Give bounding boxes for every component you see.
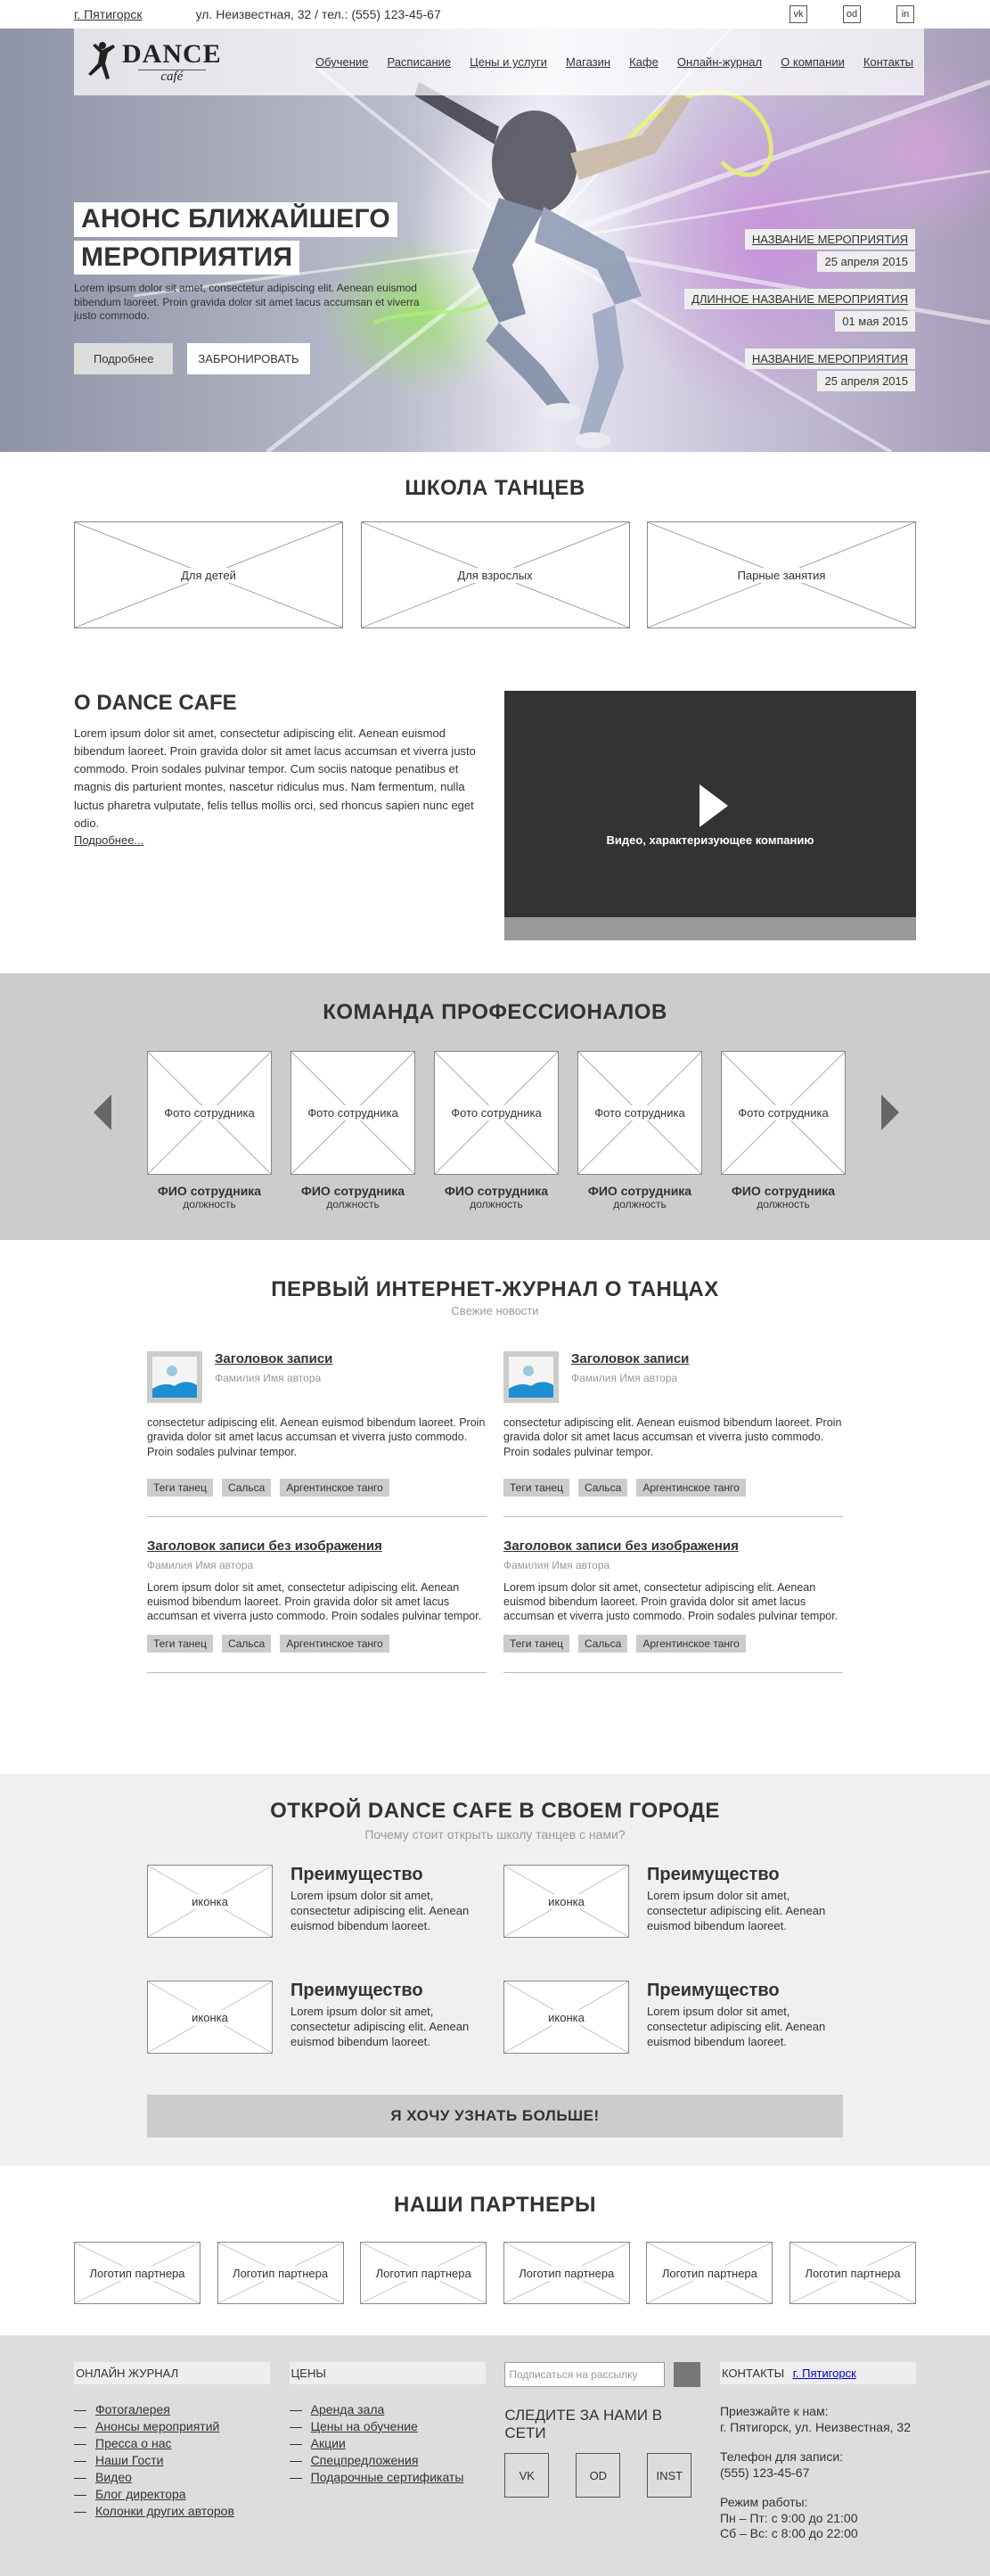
advantage-item: [503, 1981, 843, 2054]
member-photo: Фото сотрудника: [735, 1105, 830, 1120]
event-title[interactable]: НАЗВАНИЕ МЕРОПРИЯТИЯ: [745, 349, 915, 369]
partner-label: Логотип партнера: [802, 2266, 903, 2281]
more-button[interactable]: Подробнее: [74, 343, 173, 374]
partner-logo[interactable]: [74, 2242, 200, 2304]
post-author: Фамилия Имя автора: [147, 1558, 254, 1571]
footer-prices-title: ЦЕНЫ: [290, 2362, 486, 2384]
advantage-icon: иконка: [189, 2010, 231, 2025]
blog-post: [503, 1538, 843, 1673]
partner-label: Логотип партнера: [230, 2266, 331, 2281]
post-tag[interactable]: Аргентинское танго: [636, 1635, 745, 1653]
video-caption: Видео, характеризующее компанию: [606, 833, 814, 847]
member-photo: Фото сотрудника: [448, 1105, 544, 1120]
team-member[interactable]: [434, 1051, 559, 1210]
phone-number: (555) 123-45-67: [719, 2465, 810, 2480]
post-excerpt: consectetur adipiscing elit. Aenean euismod bibendum laoreet. Proin gravida dolor sit amet lacus accumsan et viverra justo commodo. Proin sodales pulvinar tempor.: [503, 1416, 842, 1458]
team-member[interactable]: [290, 1051, 415, 1210]
footer-link[interactable]: Аренда зала: [310, 2402, 385, 2416]
partner-label: Логотип партнера: [373, 2266, 474, 2281]
partner-label: Логотип партнера: [659, 2266, 760, 2281]
phone-label: Телефон для записи:: [719, 2449, 844, 2464]
logo-subtitle: café: [138, 70, 206, 84]
advantage-icon: иконка: [545, 2010, 587, 2025]
advantage-title: Преимущество: [647, 1981, 780, 2000]
nav-item-contacts[interactable]: Контакты: [863, 55, 913, 69]
post-excerpt: Lorem ipsum dolor sit amet, consectetur adipiscing elit. Aenean euismod bibendum laoreet. Proin gravida dolor sit amet lacus accumsan et viverra justo commodo. Proin sodales pulvinar tempor.: [147, 1580, 482, 1623]
footer-contacts-column: [720, 2362, 916, 2556]
hours-weekend: Сб – Вс: с 8:00 до 22:00: [719, 2526, 858, 2540]
post-tag[interactable]: Аргентинское танго: [280, 1479, 389, 1497]
post-tag[interactable]: Сальса: [578, 1479, 627, 1497]
nav-item-cafe[interactable]: Кафе: [629, 55, 659, 69]
nav-item-schedule[interactable]: Расписание: [387, 55, 452, 69]
member-role: должность: [613, 1198, 667, 1210]
blog-post: [147, 1538, 487, 1673]
city-link[interactable]: г. Пятигорск: [74, 7, 143, 21]
blog-post: [503, 1351, 843, 1517]
post-tag[interactable]: Теги танец: [503, 1479, 569, 1497]
member-role: должность: [326, 1198, 380, 1210]
dash-icon: [74, 2478, 86, 2479]
od-icon[interactable]: OD: [576, 2453, 620, 2498]
member-role: должность: [757, 1198, 810, 1210]
nav-item-prices[interactable]: Цены и услуги: [470, 55, 547, 69]
member-name: ФИО сотрудника: [157, 1184, 262, 1198]
journal-title: ПЕРВЫЙ ИНТЕРНЕТ-ЖУРНАЛ О ТАНЦАХ: [271, 1277, 719, 1301]
event-item: [745, 229, 915, 272]
vk-icon[interactable]: VK: [504, 2453, 549, 2498]
post-tag[interactable]: Теги танец: [147, 1479, 213, 1497]
subscribe-input[interactable]: Подписаться на рассылку: [504, 2362, 665, 2387]
dash-icon: [74, 2461, 86, 2462]
announce-text: Lorem ipsum dolor sit amet, consectetur adipiscing elit. Aenean euismod bibendum laoreet. Proin gravida dolor sit amet lacus accumsan et viverra justo commodo.: [74, 282, 420, 323]
team-title: КОМАНДА ПРОФЕССИОНАЛОВ: [323, 1000, 667, 1024]
event-date: 25 апреля 2015: [817, 251, 915, 272]
partner-logo[interactable]: [217, 2242, 344, 2304]
school-card-label: Парные занятия: [735, 568, 829, 583]
top-bar: [74, 0, 916, 29]
video-player[interactable]: [504, 691, 916, 940]
member-role: должность: [470, 1198, 523, 1210]
footer-link[interactable]: Спецпредложения: [310, 2453, 419, 2467]
dash-icon: [74, 2512, 86, 2513]
footer-link[interactable]: Цены на обучение: [310, 2419, 418, 2433]
events-list: [684, 229, 915, 408]
main-nav: [315, 55, 915, 69]
advantage-text: Lorem ipsum dolor sit amet, consectetur adipiscing elit. Aenean euismod bibendum laoreet.: [647, 1889, 826, 1932]
advantage-text: Lorem ipsum dolor sit amet, consectetur adipiscing elit. Aenean euismod bibendum laoreet.: [290, 2005, 470, 2048]
dash-icon: [74, 2410, 86, 2411]
event-item: [684, 289, 915, 332]
franchise-section: [0, 1774, 990, 2166]
about-section: [0, 662, 990, 973]
event-date: 01 мая 2015: [835, 311, 915, 332]
dash-icon: [74, 2444, 86, 2445]
footer-subscribe-column: [504, 2362, 700, 2556]
post-excerpt: consectetur adipiscing elit. Aenean euismod bibendum laoreet. Proin gravida dolor sit amet lacus accumsan et viverra justo commodo. Proin sodales pulvinar tempor.: [147, 1416, 486, 1458]
visit-label: Приезжайте к нам:: [719, 2404, 829, 2418]
footer-link[interactable]: Видео: [95, 2470, 132, 2484]
book-button[interactable]: ЗАБРОНИРОВАТЬ: [187, 343, 309, 374]
event-item: [745, 349, 915, 391]
play-icon[interactable]: [700, 784, 728, 827]
post-author: Фамилия Имя автора: [503, 1558, 610, 1571]
advantage-item: [147, 1865, 487, 1938]
event-title[interactable]: НАЗВАНИЕ МЕРОПРИЯТИЯ: [745, 229, 915, 250]
post-tag[interactable]: Аргентинское танго: [636, 1479, 745, 1497]
post-title[interactable]: Заголовок записи: [215, 1351, 333, 1366]
event-date: 25 апреля 2015: [817, 371, 915, 391]
partners-section: [0, 2166, 990, 2335]
partner-logo[interactable]: [360, 2242, 487, 2304]
post-author: Фамилия Имя автора: [571, 1372, 678, 1384]
nav-item-journal[interactable]: Онлайн-журнал: [676, 55, 763, 69]
footer-city-link[interactable]: г. Пятигорск: [792, 2367, 856, 2380]
footer-link[interactable]: Анонсы мероприятий: [95, 2419, 220, 2433]
school-card-adults[interactable]: [361, 521, 630, 628]
team-member[interactable]: [577, 1051, 702, 1210]
member-photo: Фото сотрудника: [592, 1105, 687, 1120]
logo[interactable]: [83, 40, 261, 85]
post-tag[interactable]: Сальса: [578, 1635, 627, 1653]
advantage-item: [503, 1865, 843, 1938]
dash-icon: [74, 2495, 86, 2496]
footer-link[interactable]: Пресса о нас: [95, 2436, 172, 2450]
member-name: ФИО сотрудника: [300, 1184, 405, 1198]
dash-icon: [290, 2461, 302, 2462]
nav-item-about[interactable]: О компании: [781, 55, 845, 69]
journal-subtitle: Свежие новости: [451, 1304, 539, 1317]
nav-item-training[interactable]: Обучение: [315, 55, 369, 69]
footer-contacts-title: КОНТАКТЫ: [721, 2367, 785, 2380]
footer-link[interactable]: Подарочные сертификаты: [310, 2470, 464, 2484]
advantage-icon: иконка: [545, 1894, 587, 1909]
member-name: ФИО сотрудника: [731, 1184, 836, 1198]
post-title[interactable]: Заголовок записи без изображения: [147, 1538, 382, 1554]
vk-icon[interactable]: vk: [790, 5, 807, 23]
team-member[interactable]: [721, 1051, 846, 1210]
post-tag[interactable]: Сальса: [222, 1479, 271, 1497]
dash-icon: [74, 2427, 86, 2428]
post-author: Фамилия Имя автора: [215, 1372, 322, 1384]
school-title: ШКОЛА ТАНЦЕВ: [405, 476, 585, 500]
about-title: О DANCE CAFE: [74, 691, 237, 715]
footer-link[interactable]: Колонки других авторов: [95, 2504, 234, 2518]
dash-icon: [290, 2478, 302, 2479]
dance-school-section: [0, 452, 990, 662]
header-nav-bar: [74, 29, 924, 95]
post-tag[interactable]: Аргентинское танго: [280, 1635, 389, 1653]
post-thumbnail[interactable]: [147, 1351, 202, 1403]
arrow-right-icon[interactable]: [881, 1095, 899, 1130]
partner-logo[interactable]: [646, 2242, 773, 2304]
advantage-title: Преимущество: [647, 1865, 780, 1884]
school-card-couples[interactable]: [647, 521, 916, 628]
advantage-title: Преимущество: [290, 1865, 423, 1884]
od-icon[interactable]: od: [843, 5, 861, 23]
footer-journal-title: ОНЛАЙН ЖУРНАЛ: [74, 2362, 270, 2384]
advantage-icon: иконка: [189, 1894, 231, 1909]
follow-title: СЛЕДИТЕ ЗА НАМИ В СЕТИ: [504, 2407, 663, 2441]
footer-link[interactable]: Наши Гости: [95, 2453, 164, 2467]
post-excerpt: Lorem ipsum dolor sit amet, consectetur adipiscing elit. Aenean euismod bibendum laoreet. Proin gravida dolor sit amet lacus accumsan et viverra justo commodo. Proin sodales pulvinar tempor.: [503, 1580, 839, 1623]
dancer-logo-icon: [83, 40, 119, 85]
hours-weekdays: Пн – Пт: с 9:00 до 21:00: [719, 2510, 858, 2525]
partner-label: Логотип партнера: [86, 2266, 187, 2281]
subscribe-button[interactable]: [674, 2362, 700, 2387]
about-text: Lorem ipsum dolor sit amet, consectetur adipiscing elit. Aenean euismod bibendum laoreet. Proin gravida dolor sit amet lacus accumsan et viverra justo commodo. Proin sodales pulvinar tempor. Cum sociis natoque penatibus et magnis dis parturient montes, nascetur ridiculus mus. Nam fermentum, nulla luctus pharetra vulputate, felis tellus mollis orci, sed rhoncus sapien nunc eget odio.: [74, 726, 476, 830]
footer: [0, 2335, 990, 2576]
post-tag[interactable]: Теги танец: [147, 1635, 213, 1653]
linkedin-icon[interactable]: in: [896, 5, 914, 23]
event-title[interactable]: ДЛИННОЕ НАЗВАНИЕ МЕРОПРИЯТИЯ: [684, 289, 915, 309]
advantage-text: Lorem ipsum dolor sit amet, consectetur adipiscing elit. Aenean euismod bibendum laoreet.: [647, 2005, 826, 2048]
footer-link[interactable]: Фотогалерея: [95, 2402, 170, 2416]
about-more-link[interactable]: Подробнее...: [74, 833, 144, 847]
school-card-label: Для взрослых: [454, 568, 535, 583]
post-thumbnail[interactable]: [503, 1351, 559, 1403]
advantage-title: Преимущество: [290, 1981, 423, 2000]
member-name: ФИО сотрудника: [444, 1184, 549, 1198]
top-address: ул. Неизвестная, 32 / тел.: (555) 123-45-67: [195, 7, 441, 21]
member-role: должность: [183, 1198, 236, 1210]
footer-journal-column: [74, 2362, 270, 2556]
advantage-item: [147, 1981, 487, 2054]
post-title[interactable]: Заголовок записи без изображения: [503, 1538, 739, 1554]
top-social: [790, 5, 914, 23]
footer-link[interactable]: Акции: [310, 2436, 346, 2450]
post-title[interactable]: Заголовок записи: [571, 1351, 690, 1366]
video-controls-bar[interactable]: [504, 917, 916, 940]
partners-title: НАШИ ПАРТНЕРЫ: [394, 2193, 596, 2217]
member-photo: Фото сотрудника: [161, 1105, 257, 1120]
event-announce: [74, 202, 421, 374]
dash-icon: [290, 2444, 302, 2445]
post-tag[interactable]: Сальса: [222, 1635, 271, 1653]
hero-banner: [0, 29, 990, 452]
member-photo: Фото сотрудника: [305, 1105, 400, 1120]
team-section: [0, 973, 990, 1240]
announce-title-line1: АНОНС БЛИЖАЙШЕГО: [74, 202, 397, 237]
post-tag[interactable]: Теги танец: [503, 1635, 569, 1653]
school-card-kids[interactable]: [74, 521, 343, 628]
franchise-subtitle: Почему стоит открыть школу танцев с нами?: [364, 1827, 626, 1842]
advantage-text: Lorem ipsum dolor sit amet, consectetur adipiscing elit. Aenean euismod bibendum laoreet.: [290, 1889, 470, 1932]
dash-icon: [290, 2427, 302, 2428]
partner-label: Логотип партнера: [516, 2266, 617, 2281]
learn-more-button[interactable]: Я ХОЧУ УЗНАТЬ БОЛЬШЕ!: [147, 2095, 843, 2137]
partner-logo[interactable]: [790, 2242, 916, 2304]
footer-prices-column: [290, 2362, 486, 2556]
announce-title-line2: МЕРОПРИЯТИЯ: [74, 241, 299, 275]
journal-section: [0, 1240, 990, 1774]
partner-logo[interactable]: [503, 2242, 630, 2304]
member-name: ФИО сотрудника: [587, 1184, 692, 1198]
team-member[interactable]: [147, 1051, 272, 1210]
hours-label: Режим работы:: [719, 2495, 808, 2509]
instagram-icon[interactable]: INST: [647, 2453, 691, 2498]
nav-item-shop[interactable]: Магазин: [565, 55, 611, 69]
visit-address: г. Пятигорск, ул. Неизвестная, 32: [719, 2419, 912, 2434]
dash-icon: [290, 2410, 302, 2411]
blog-post: [147, 1351, 487, 1517]
school-card-label: Для детей: [178, 568, 239, 583]
image-icon: [152, 1357, 197, 1398]
logo-title: DANCE: [122, 38, 222, 69]
franchise-title: ОТКРОЙ DANCE CAFE В СВОЕМ ГОРОДЕ: [270, 1799, 720, 1823]
image-icon: [509, 1357, 553, 1398]
arrow-left-icon[interactable]: [94, 1095, 111, 1130]
footer-link[interactable]: Блог директора: [95, 2487, 186, 2501]
